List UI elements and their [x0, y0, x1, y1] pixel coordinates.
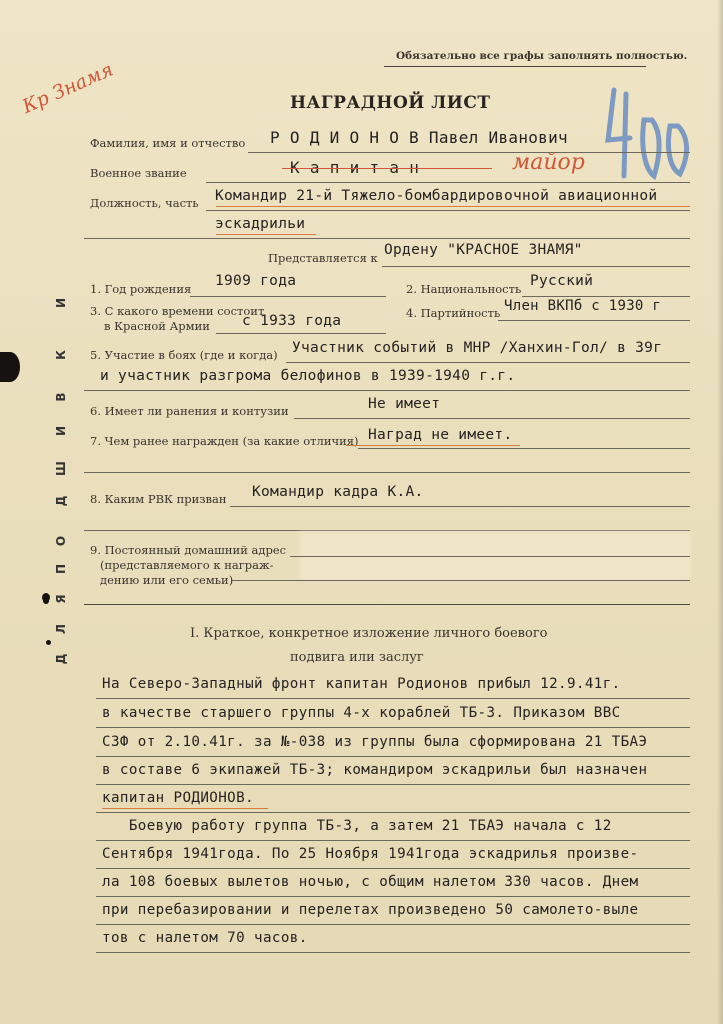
- body-rule: [96, 698, 690, 699]
- position-value-2: эскадрильи: [215, 216, 306, 232]
- awards-label: 7. Чем ранее награжден (за какие отличия): [90, 434, 359, 448]
- rank-value: К а п и т а н: [290, 158, 420, 177]
- presented-label: Представляется к: [268, 251, 378, 265]
- body-rule: [96, 784, 690, 785]
- side-letter: В: [54, 392, 68, 402]
- battles-value-2: и участник разгрома белофинов в 1939-1940 г.г.: [100, 368, 516, 384]
- body-rule: [96, 952, 690, 953]
- battles-value-1: Участник событий в МНР /Ханхин-Гол/ в 39г: [292, 340, 663, 356]
- awards-rule-1: [358, 448, 690, 449]
- position-rule-1: [206, 210, 690, 211]
- address-label-2: (представляемого к награж-: [100, 558, 274, 572]
- section-heading-2: подвига или заслуг: [290, 650, 424, 665]
- side-letter: И: [54, 297, 68, 309]
- body-line: капитан РОДИОНОВ.: [102, 790, 255, 806]
- body-rule: [96, 727, 690, 728]
- side-letter: Л: [54, 624, 68, 634]
- rank-correction: майор: [512, 150, 585, 175]
- body-rule: [96, 868, 690, 869]
- rvk-rule-2: [84, 530, 690, 531]
- side-letter: Я: [54, 594, 68, 604]
- awards-underline: [346, 445, 520, 446]
- blue-pencil-mark: [600, 80, 700, 190]
- presented-value: Ордену "КРАСНОЕ ЗНАМЯ": [384, 242, 583, 258]
- army-value: с 1933 года: [242, 313, 342, 329]
- section-divider: [84, 604, 690, 605]
- army-rule: [216, 333, 386, 334]
- awards-value: Наград не имеет.: [368, 427, 513, 443]
- side-letter: Д: [54, 495, 68, 507]
- position-value-1: Командир 21-й Тяжело-бомбардировочной авиационной: [215, 188, 658, 204]
- body-line: СЗФ от 2.10.41г. за №-038 из группы была сформирована 21 ТБАЭ: [102, 734, 648, 750]
- address-label-3: дению или его семьи): [100, 573, 234, 587]
- page-title: НАГРАДНОЙ ЛИСТ: [290, 93, 491, 113]
- army-label-2: в Красной Армии: [104, 319, 210, 333]
- nation-rule: [522, 296, 690, 297]
- position-underline-2: [216, 234, 316, 235]
- party-label: 4. Партийность: [406, 306, 501, 320]
- side-letter: О: [54, 535, 68, 547]
- rvk-value: Командир кадра К.А.: [252, 484, 424, 500]
- body-line: в составе 6 экипажей ТБ-3; командиром эскадрильи был назначен: [102, 762, 648, 778]
- address-label-1: 9. Постоянный домашний адрес: [90, 543, 287, 557]
- body-line: Сентября 1941года. По 25 Ноября 1941года эскадрилья произве-: [102, 846, 639, 862]
- presented-rule: [382, 266, 690, 267]
- birth-label: 1. Год рождения: [90, 282, 192, 296]
- battles-label: 5. Участие в боях (где и когда): [90, 348, 278, 362]
- rvk-label: 8. Каким РВК призван: [90, 492, 227, 506]
- side-letter: Ш: [54, 461, 68, 476]
- body-line: ла 108 боевых вылетов ночью, с общим налетом 330 часов. Днем: [102, 874, 639, 890]
- body-rule: [96, 840, 690, 841]
- binder-hole: [0, 352, 20, 382]
- page-edge-shadow: [717, 0, 723, 1024]
- margin-note: Кр Знамя: [19, 58, 117, 118]
- section-heading-1: I. Краткое, конкретное изложение личного боевого: [190, 626, 548, 641]
- header-note: Обязательно все графы заполнять полностью.: [396, 50, 688, 62]
- body-rule: [96, 896, 690, 897]
- position-underline-1: [216, 206, 690, 207]
- address-rule-2: [232, 580, 690, 581]
- body-line: На Северо-Западный фронт капитан Родионов прибыл 12.9.41г.: [102, 676, 621, 692]
- name-rule: [248, 152, 690, 153]
- party-value: Член ВКПб с 1930 г: [504, 298, 662, 314]
- body-underline: [102, 808, 268, 809]
- binder-hole: [43, 598, 49, 604]
- binder-hole: [46, 640, 51, 645]
- address-rule-1: [290, 556, 690, 557]
- side-letter: П: [54, 563, 68, 575]
- rank-label: Военное звание: [90, 166, 187, 180]
- header-note-rule: [384, 66, 646, 67]
- name-label: Фамилия, имя и отчество: [90, 136, 246, 150]
- position-rule-2: [84, 238, 690, 239]
- position-label: Должность, часть: [90, 196, 199, 210]
- side-letter: К: [54, 350, 68, 360]
- party-rule: [498, 320, 690, 321]
- body-line: Боевую работу группа ТБ-3, а затем 21 ТБАЭ начала с 12: [102, 818, 612, 834]
- rvk-rule-1: [230, 506, 690, 507]
- body-line: при перебазировании и перелетах произведено 50 самолето-выле: [102, 902, 639, 918]
- nation-label: 2. Национальность: [406, 282, 522, 296]
- birth-value: 1909 года: [215, 273, 297, 289]
- wounds-value: Не имеет: [368, 396, 441, 412]
- nation-value: Русский: [530, 273, 594, 289]
- side-letter: И: [54, 425, 68, 437]
- side-letter: Д: [54, 653, 68, 665]
- army-label-1: 3. С какого времени состоит: [90, 304, 265, 318]
- rank-strikethrough: [282, 168, 492, 169]
- wounds-label: 6. Имеет ли ранения и контузии: [90, 404, 289, 418]
- birth-rule: [190, 296, 386, 297]
- body-rule: [96, 756, 690, 757]
- awards-rule-2: [84, 472, 690, 473]
- name-value: Р О Д И О Н О В Павел Иванович: [270, 128, 568, 147]
- rank-rule: [206, 182, 690, 183]
- body-line: в качестве старшего группы 4-х кораблей ТБ-3. Приказом ВВС: [102, 705, 621, 721]
- battles-rule-1: [286, 362, 690, 363]
- body-line: тов с налетом 70 часов.: [102, 930, 308, 946]
- body-rule: [96, 812, 690, 813]
- wounds-rule: [294, 418, 690, 419]
- battles-rule-2: [84, 390, 690, 391]
- body-rule: [96, 924, 690, 925]
